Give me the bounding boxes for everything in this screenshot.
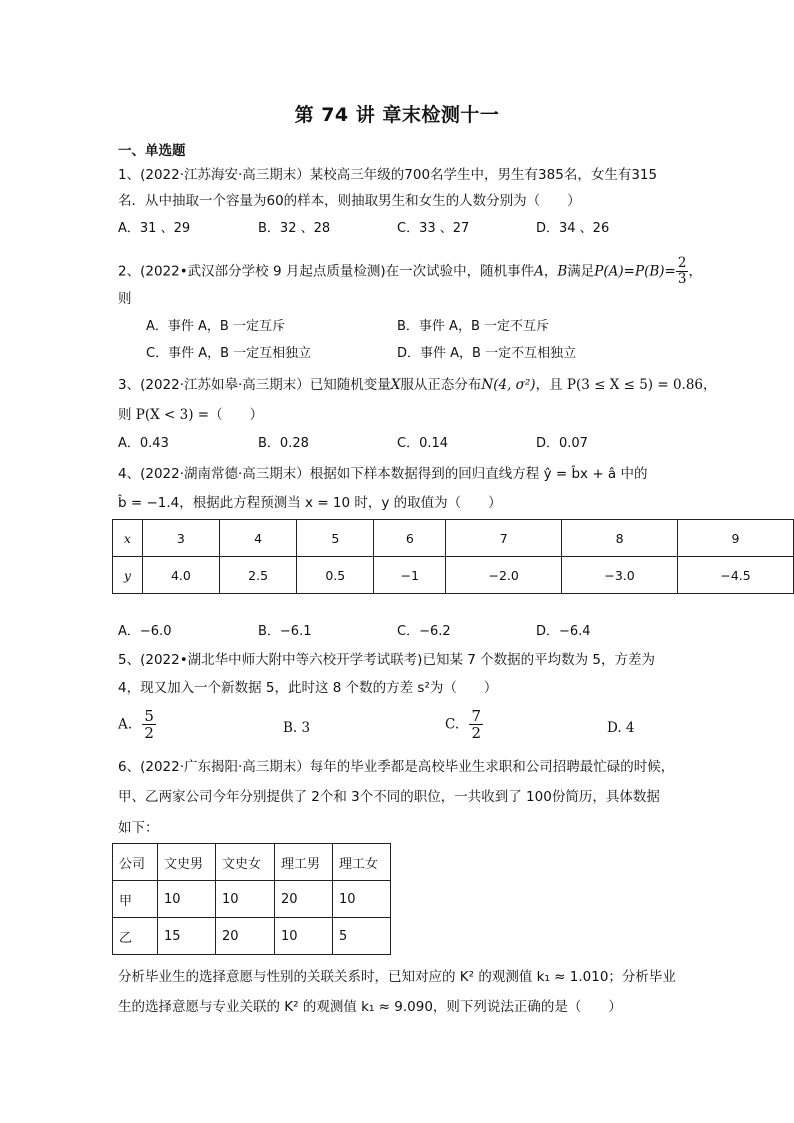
- q3-option-b: B．0.28: [258, 436, 309, 451]
- table-cell: 4: [220, 520, 297, 557]
- q1-option-d: D．34 、26: [536, 221, 610, 236]
- q4-data-table: [112, 519, 794, 594]
- q2-option-d: D．事件 A，B 一定不互相独立: [397, 346, 577, 361]
- table-header-cell: 理工男: [275, 844, 333, 881]
- table-cell: 10: [333, 881, 391, 918]
- q3-distribution: N(4, σ²): [481, 377, 536, 393]
- q3-stem-text: 3、(2022·江苏如皋·高三期末）已知随机变量: [118, 377, 391, 393]
- q2-stem-line2: 则: [118, 291, 132, 307]
- q2-var-a: A: [534, 263, 544, 280]
- q6-after-line2: 生的选择意愿与专业关联的 K² 的观测值 k₁ ≈ 9.090，则下列说法正确的是（ ）: [118, 999, 622, 1015]
- q2-equals-1: =: [623, 263, 635, 280]
- q3-option-a: A．0.43: [118, 436, 169, 451]
- q3-option-c: C．0.14: [397, 436, 449, 451]
- q2-option-c: C．事件 A，B 一定互相独立: [146, 346, 312, 361]
- q5-option-c-num: 7: [471, 707, 481, 725]
- q3-var-x: X: [390, 377, 401, 393]
- table-cell: 10: [216, 881, 275, 918]
- q3-stem-mid: 服从正态分布: [400, 377, 482, 393]
- table-cell: 5: [297, 520, 374, 557]
- table-header-cell: 理工女: [333, 844, 391, 881]
- table-row: [113, 881, 391, 918]
- table-cell: 10: [275, 918, 333, 955]
- q2-stem-line1: [118, 257, 702, 286]
- table-header-cell: 文史男: [158, 844, 216, 881]
- q4-option-b: B．−6.1: [258, 624, 312, 639]
- table-cell: 7: [446, 520, 562, 557]
- q6-data-table: [112, 843, 391, 955]
- table-cell: 8: [562, 520, 678, 557]
- section-heading: 一、单选题: [118, 143, 186, 159]
- q4-stem-line1: 4、(2022·湖南常德·高三期末）根据如下样本数据得到的回归直线方程 ŷ = b̂x + â 中的: [118, 466, 648, 482]
- q3-stem-line2: 则 P(X < 3) =（ ）: [118, 407, 264, 423]
- table-cell: 2.5: [220, 557, 297, 594]
- q6-stem-line2: 甲、乙两家公司今年分别提供了 2个和 3个不同的职位，一共收到了 100份简历，具体数据: [118, 789, 660, 805]
- q1-stem-line2: 名．从中抽取一个容量为60的样本，则抽取男生和女生的人数分别为（ ）: [118, 193, 581, 209]
- q5-option-c-fraction: [469, 709, 483, 741]
- table-cell: 20: [216, 918, 275, 955]
- q4-option-d: D．−6.4: [536, 624, 591, 639]
- q5-option-a-den: 2: [144, 724, 154, 742]
- table-cell: 10: [158, 881, 216, 918]
- q2-satisfy: 满足: [567, 263, 595, 280]
- q2-comma-end: ，: [688, 263, 702, 280]
- q5-stem-line1: 5、(2022•湖北华中师大附中等六校开学考试联考)已知某 7 个数据的平均数为 5，方差为: [118, 652, 655, 668]
- table-cell: −1: [374, 557, 446, 594]
- table-cell: 甲: [113, 881, 158, 918]
- q2-fraction: [676, 257, 689, 286]
- table-cell: −4.5: [678, 557, 794, 594]
- q5-stem-line2: 4，现又加入一个新数据 5，此时这 8 个数的方差 s²为（ ）: [118, 680, 498, 696]
- table-cell: 15: [158, 918, 216, 955]
- q2-prob-b: P(B): [634, 263, 665, 280]
- page-title: 第 74 讲 章末检测十一: [294, 104, 500, 126]
- table-row: [113, 918, 391, 955]
- table-row-y: [113, 557, 794, 594]
- q2-equals-2: =: [664, 263, 676, 280]
- table-cell: 4.0: [142, 557, 219, 594]
- q1-option-a: A．31 、29: [118, 221, 191, 236]
- table-row-x: [113, 520, 794, 557]
- q2-option-a: A．事件 A，B 一定互斥: [146, 319, 285, 334]
- q3-condition: ，且 P(3 ≤ X ≤ 5) = 0.86，: [535, 377, 717, 393]
- q2-comma: ，: [543, 263, 558, 280]
- table-header-cell: 公司: [113, 844, 158, 881]
- q6-stem-line3: 如下：: [118, 820, 159, 836]
- q5-option-a-num: 5: [144, 707, 154, 725]
- table-cell: 0.5: [297, 557, 374, 594]
- q5-option-d: D. 4: [607, 720, 635, 736]
- q1-option-c: C．33 、27: [397, 221, 470, 236]
- q4-option-c: C．−6.2: [397, 624, 451, 639]
- table-cell: 20: [275, 881, 333, 918]
- q4-stem-line2: b̂ = −1.4，根据此方程预测当 x = 10 时，y 的取值为（ ）: [118, 495, 502, 511]
- q4-option-a: A．−6.0: [118, 624, 172, 639]
- q2-var-b: B: [557, 263, 568, 280]
- q5-option-a: [118, 709, 156, 741]
- q3-stem-line1: [118, 376, 717, 394]
- table-cell: 9: [678, 520, 794, 557]
- table-cell: 乙: [113, 918, 158, 955]
- q2-option-b: B．事件 A，B 一定不互斥: [397, 319, 549, 334]
- q5-option-c: [445, 709, 483, 741]
- table-cell: −2.0: [446, 557, 562, 594]
- q2-prob-a: P(A): [594, 263, 624, 280]
- table-cell: x: [113, 520, 143, 557]
- q5-option-c-den: 2: [471, 724, 481, 742]
- table-cell: 3: [142, 520, 219, 557]
- q1-stem-line1: 1、(2022·江苏海安·高三期末）某校高三年级的700名学生中，男生有385名，女生有315: [118, 167, 658, 183]
- q5-option-a-fraction: [142, 709, 156, 741]
- q5-option-c-label: C.: [445, 716, 460, 733]
- q2-stem-text: 2、(2022•武汉部分学校 9 月起点质量检测)在一次试验中，随机事件: [118, 263, 535, 280]
- table-cell: −3.0: [562, 557, 678, 594]
- table-cell: y: [113, 557, 143, 594]
- q6-stem-line1: 6、(2022·广东揭阳·高三期末）每年的毕业季都是高校毕业生求职和公司招聘最忙碌的时候，: [118, 759, 675, 775]
- q1-option-b: B．32 、28: [258, 221, 331, 236]
- table-cell: 5: [333, 918, 391, 955]
- q5-option-a-label: A.: [118, 716, 133, 733]
- q6-after-line1: 分析毕业生的选择意愿与性别的关联关系时，已知对应的 K² 的观测值 k₁ ≈ 1.010；分析毕业: [118, 969, 676, 985]
- table-header-cell: 文史女: [216, 844, 275, 881]
- q2-fraction-num: 2: [677, 255, 687, 271]
- q2-fraction-den: 3: [677, 270, 687, 287]
- q5-option-b: B. 3: [283, 720, 311, 736]
- q3-option-d: D．0.07: [536, 436, 588, 451]
- table-cell: 6: [374, 520, 446, 557]
- table-header-row: [113, 844, 391, 881]
